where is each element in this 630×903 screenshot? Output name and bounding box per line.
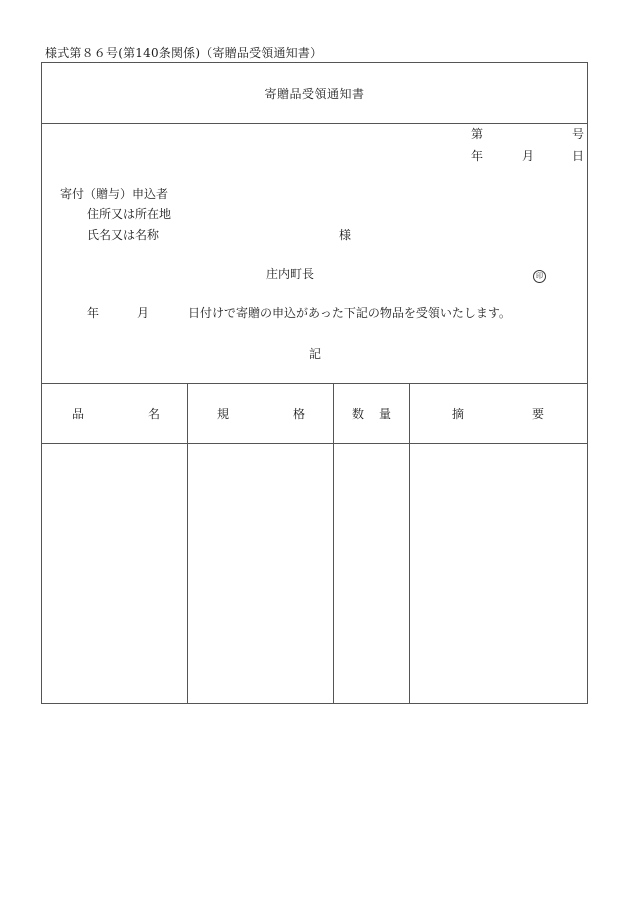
date-day-label: 日 [572, 149, 585, 163]
name-label: 氏名又は名称 [87, 228, 160, 242]
notice-text: 日付けで寄贈の申込があった下記の物品を受領いたします。 [188, 306, 511, 320]
honorific-sama: 様 [339, 228, 352, 242]
notice-month-label: 月 [137, 306, 150, 320]
number-prefix: 第 [471, 127, 484, 141]
form-title: 寄贈品受領通知書 [264, 87, 365, 101]
address-label: 住所又は所在地 [87, 207, 172, 221]
column-divider-1 [187, 383, 188, 704]
applicant-label: 寄付（贈与）申込者 [60, 187, 169, 201]
seal-mark: 印 [533, 270, 546, 283]
title-divider [42, 123, 587, 124]
notice-year-label: 年 [87, 306, 100, 320]
header-spec-1: 規 [217, 407, 230, 421]
number-suffix: 号 [572, 127, 585, 141]
column-divider-2 [333, 383, 334, 704]
date-month-label: 月 [522, 149, 535, 163]
notice-form [41, 62, 588, 704]
date-year-label: 年 [471, 149, 484, 163]
form-caption: 様式第８６号(第140条関係)（寄贈品受領通知書） [45, 46, 323, 60]
table-header-divider [42, 443, 587, 444]
header-spec-2: 格 [293, 407, 306, 421]
header-remarks-2: 要 [532, 407, 545, 421]
header-quantity-2: 量 [379, 407, 392, 421]
header-item-1: 品 [72, 407, 85, 421]
ki-heading: 記 [309, 347, 322, 361]
header-remarks-1: 摘 [452, 407, 465, 421]
header-item-2: 名 [148, 407, 161, 421]
table-top-border [42, 383, 587, 384]
issuer-name: 庄内町長 [266, 267, 315, 281]
column-divider-3 [409, 383, 410, 704]
header-quantity-1: 数 [352, 407, 365, 421]
